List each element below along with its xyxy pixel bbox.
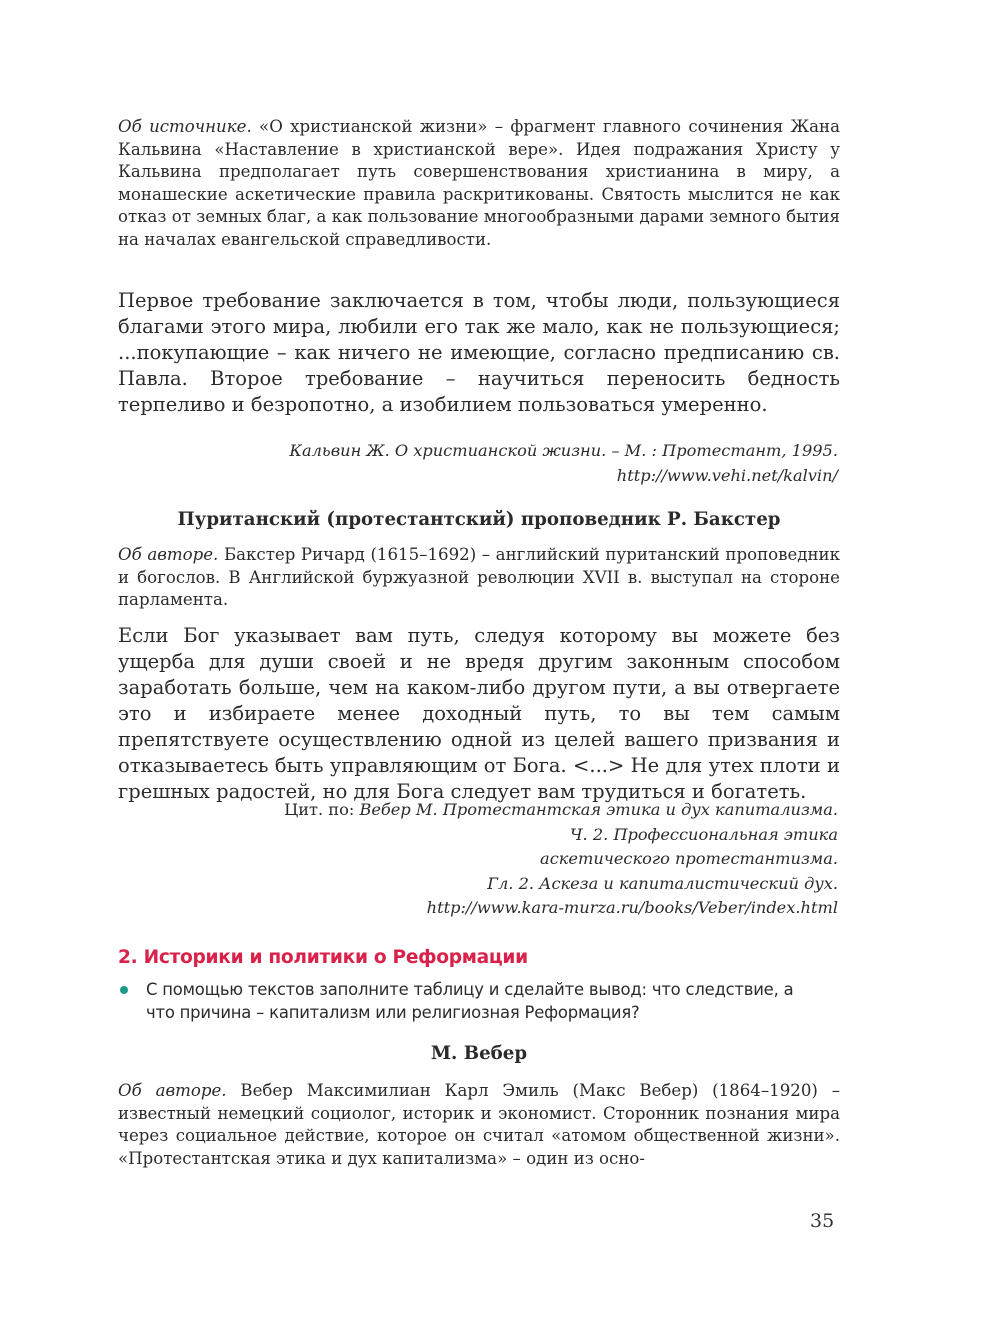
- source-note-paragraph: [118, 116, 840, 251]
- weber-heading: М. Вебер: [430, 1043, 528, 1064]
- weber-citation-title: Вебер М. Протестантская этика и дух капитализма.: [359, 800, 838, 819]
- weber-citation-line-3: аскетического протестантизма.: [540, 849, 838, 868]
- weber-about-paragraph: [118, 1080, 840, 1170]
- baxter-about-label: Об авторе.: [118, 545, 219, 564]
- task-text: С помощью текстов заполните таблицу и сделайте вывод: что следствие, а что причина – капитализм или религиозная Реформация?: [146, 980, 794, 1022]
- calvin-citation-url: http://www.vehi.net/kalvin/: [616, 465, 838, 485]
- calvin-quote: Первое требование заключается в том, чтобы люди, пользующиеся благами этого мира, любили его так же мало, как не пользующиеся; ...покупающие – как ничего не имеющие, согласно предписанию св. Павла. Второе требование – научиться переносить бедность терпеливо и безропотно, а изобилием пользоваться умеренно.: [118, 289, 840, 416]
- weber-citation-prefix: Цит. по:: [284, 800, 360, 819]
- weber-citation-url: http://www.kara-murza.ru/books/Veber/index.html: [426, 898, 838, 917]
- bullet-icon: [120, 986, 128, 994]
- page-number: 35: [810, 1210, 835, 1232]
- baxter-heading: Пуританский (протестантский) проповедник Р. Бакстер: [177, 509, 781, 530]
- weber-citation-line-2: Ч. 2. Профессиональная этика: [570, 824, 838, 844]
- baxter-about-text: Бакстер Ричард (1615–1692) – английский пуританский проповедник и богослов. В Английской буржуазной революции XVII в. выступал на стороне парламента.: [118, 545, 840, 609]
- weber-citation-line-1: [284, 798, 838, 823]
- calvin-citation-line-1: Кальвин Ж. О христианской жизни. – М. : Протестант, 1995.: [289, 441, 838, 460]
- weber-about-text: Вебер Максимилиан Карл Эмиль (Макс Вебер) (1864–1920) – известный немецкий социолог, историк и экономист. Сторонник познания мира через социальное действие, которое он считал «атомом общественной жизни». «Протестантская этика и дух капитализма» – один из осно-: [118, 1081, 840, 1168]
- section-title: 2. Историки и политики о Реформации: [118, 947, 528, 968]
- weber-about-label: Об авторе.: [118, 1081, 227, 1100]
- baxter-about-paragraph: [118, 544, 840, 612]
- task-item: [118, 978, 823, 1024]
- weber-citation: [284, 798, 838, 921]
- weber-citation-line-4: Гл. 2. Аскеза и капиталистический дух.: [487, 873, 838, 893]
- source-note-text: «О христианской жизни» – фрагмент главного сочинения Жана Кальвина «Наставление в христианской вере». Идея подражания Христу у Кальвина предполагает путь совершенствования христианина в миру, а монашеские аскетические правила раскритикованы. Святость мыслится не как отказ от земных благ, а как пользование многообразными дарами земного бытия на началах евангельской справедливости.: [118, 117, 840, 249]
- source-note-label: Об источнике.: [118, 117, 252, 136]
- calvin-citation: [289, 439, 838, 488]
- baxter-quote: Если Бог указывает вам путь, следуя которому вы можете без ущерба для души своей и не вредя другим законным способом заработать больше, чем на каком-либо другом пути, а вы отвергаете это и избираете менее доходный путь, то вы тем самым препятствуете осуществлению одной из целей вашего призвания и отказываетесь быть управляющим от Бога. <...> Не для утех плоти и грешных радостей, но для Бога следует вам трудиться и богатеть.: [118, 624, 840, 803]
